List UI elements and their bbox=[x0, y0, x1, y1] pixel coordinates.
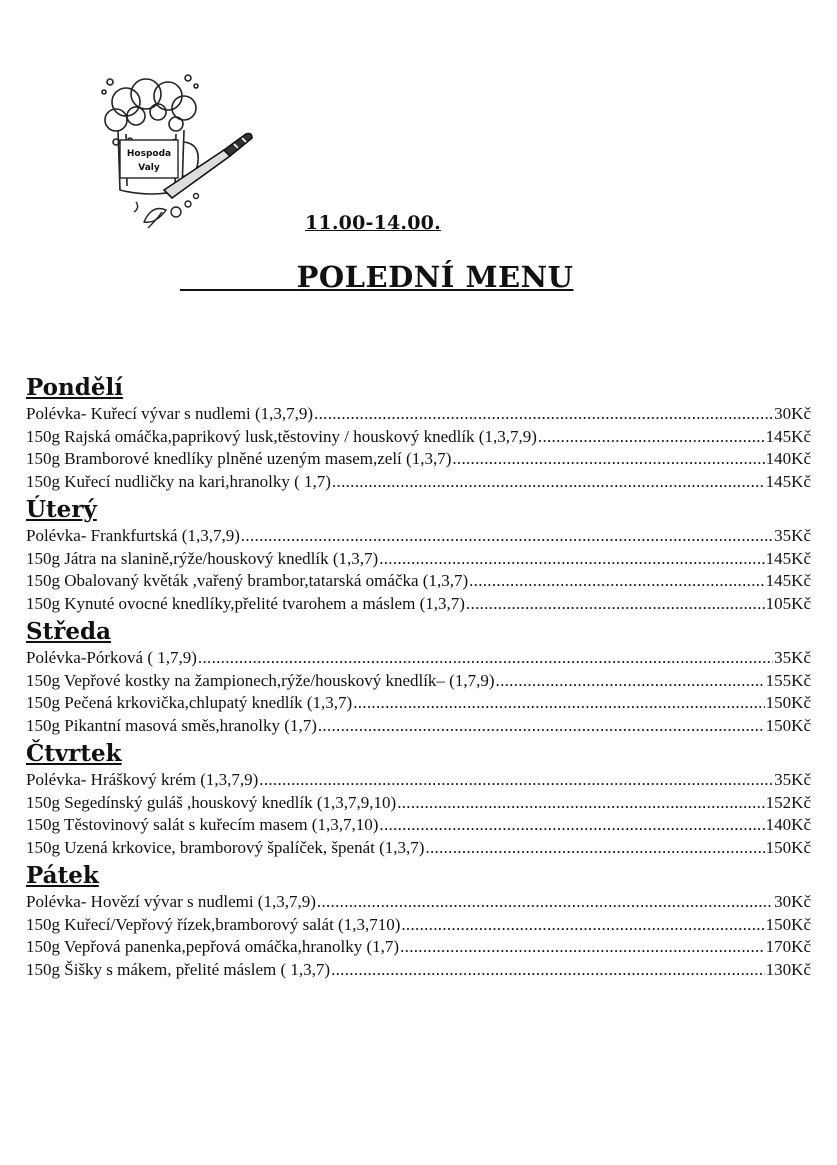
menu-item-price: 150Kč bbox=[765, 914, 811, 934]
menu-item-price: 145Kč bbox=[765, 548, 811, 568]
menu-item bbox=[26, 769, 811, 792]
menu-item bbox=[26, 715, 811, 738]
day-thursday bbox=[26, 738, 811, 859]
menu-item-name: 150g Těstovinový salát s kuřecím masem (1,3,7,10) bbox=[26, 815, 379, 834]
menu-item bbox=[26, 792, 811, 815]
dot-leader bbox=[397, 792, 764, 815]
menu-item-price: 150Kč bbox=[765, 693, 811, 712]
day-friday bbox=[26, 860, 811, 981]
menu-item-price: 105Kč bbox=[765, 593, 811, 613]
menu-item-name: 150g Uzená krkovice, bramborový špalíček, špenát (1,3,7) bbox=[26, 837, 425, 857]
page-title-text: POLEDNÍ MENU bbox=[296, 260, 574, 294]
menu-item-name: Polévka-Pórková ( 1,7,9) bbox=[26, 648, 197, 667]
menu-item-price: 145Kč bbox=[765, 471, 811, 491]
day-heading: Pátek bbox=[26, 862, 99, 889]
menu-item bbox=[26, 936, 811, 959]
menu-item-price: 35Kč bbox=[774, 648, 811, 667]
menu-item bbox=[26, 891, 811, 914]
menu-item bbox=[26, 593, 811, 616]
dot-leader bbox=[469, 570, 765, 593]
day-wednesday bbox=[26, 616, 811, 737]
menu-item bbox=[26, 471, 811, 494]
day-heading: Úterý bbox=[26, 496, 97, 523]
menu-item-name: 150g Vepřové kostky na žampionech,rýže/houskový knedlík– (1,7,9) bbox=[26, 670, 495, 690]
dot-leader bbox=[332, 471, 765, 494]
dot-leader bbox=[466, 593, 765, 616]
menu-item bbox=[26, 647, 811, 670]
menu-item-name: Polévka- Hovězí vývar s nudlemi (1,3,7,9) bbox=[26, 892, 316, 911]
menu-item-name: 150g Bramborové knedlíky plněné uzeným masem,zelí (1,3,7) bbox=[26, 449, 452, 468]
menu-item bbox=[26, 403, 811, 426]
menu-item bbox=[26, 426, 811, 449]
dot-leader bbox=[401, 914, 764, 937]
dot-leader bbox=[259, 769, 773, 792]
menu-item-name: 150g Segedínský guláš ,houskový knedlík (1,3,7,9,10) bbox=[26, 792, 397, 812]
dot-leader bbox=[317, 891, 773, 914]
menu-item-price: 145Kč bbox=[765, 571, 811, 590]
menu-item-price: 140Kč bbox=[765, 815, 811, 834]
menu-item-name: 150g Játra na slanině,rýže/houskový knedlík (1,3,7) bbox=[26, 548, 379, 568]
menu-item bbox=[26, 837, 811, 860]
menu-item-price: 150Kč bbox=[765, 837, 811, 857]
menu-item-price: 170Kč bbox=[765, 937, 811, 956]
menu-item-price: 140Kč bbox=[765, 449, 811, 468]
menu-item-price: 155Kč bbox=[765, 670, 811, 690]
menu-item-price: 35Kč bbox=[774, 770, 811, 789]
menu-item bbox=[26, 814, 811, 837]
menu-item-name: 150g Obalovaný květák ,vařený brambor,tatarská omáčka (1,3,7) bbox=[26, 571, 469, 590]
menu-item-name: Polévka- Frankfurtská (1,3,7,9) bbox=[26, 526, 240, 545]
menu-item bbox=[26, 670, 811, 693]
dot-leader bbox=[331, 959, 765, 982]
menu-item-price: 145Kč bbox=[765, 426, 811, 446]
day-tuesday bbox=[26, 494, 811, 615]
menu-item bbox=[26, 570, 811, 593]
menu-item-name: 150g Kynuté ovocné knedlíky,přelité tvarohem a máslem (1,3,7) bbox=[26, 593, 465, 613]
opening-hours: 11.00-14.00. bbox=[305, 212, 441, 234]
dot-leader bbox=[318, 715, 765, 738]
dot-leader bbox=[496, 670, 765, 693]
dot-leader bbox=[400, 936, 765, 959]
menu-item-name: Polévka- Hráškový krém (1,3,7,9) bbox=[26, 770, 259, 789]
menu-item bbox=[26, 448, 811, 471]
dot-leader bbox=[314, 403, 773, 426]
logo-text-line1: Hospoda bbox=[126, 149, 172, 159]
page-title bbox=[180, 260, 573, 294]
dot-leader bbox=[425, 837, 764, 860]
menu-item bbox=[26, 525, 811, 548]
weekly-menu bbox=[26, 372, 811, 982]
menu-item-price: 150Kč bbox=[765, 715, 811, 735]
menu-item-name: 150g Kuřecí/Vepřový řízek,bramborový salát (1,3,710) bbox=[26, 914, 401, 934]
menu-item-name: 150g Pikantní masová směs,hranolky (1,7) bbox=[26, 715, 317, 735]
dot-leader bbox=[452, 448, 764, 471]
dot-leader bbox=[353, 692, 764, 715]
chef-hat-beer-knife-logo-icon bbox=[96, 72, 256, 237]
day-heading: Pondělí bbox=[26, 374, 123, 401]
menu-item bbox=[26, 548, 811, 571]
menu-item-price: 30Kč bbox=[774, 404, 811, 423]
menu-item-name: 150g Pečená krkovička,chlupatý knedlík (1,3,7) bbox=[26, 693, 353, 712]
menu-item-name: 150g Rajská omáčka,paprikový lusk,těstoviny / houskový knedlík (1,3,7,9) bbox=[26, 426, 537, 446]
day-monday bbox=[26, 372, 811, 493]
menu-item bbox=[26, 959, 811, 982]
dot-leader bbox=[538, 426, 765, 449]
menu-item-price: 152Kč bbox=[765, 792, 811, 812]
menu-item-name: 150g Šišky s mákem, přelité máslem ( 1,3,7) bbox=[26, 959, 331, 979]
menu-item-price: 35Kč bbox=[774, 526, 811, 545]
menu-item-name: 150g Kuřecí nudličky na kari,hranolky ( 1,7) bbox=[26, 471, 331, 491]
dot-leader bbox=[379, 814, 764, 837]
menu-item-price: 130Kč bbox=[765, 959, 811, 979]
menu-item-name: Polévka- Kuřecí vývar s nudlemi (1,3,7,9) bbox=[26, 404, 314, 423]
menu-item-name: 150g Vepřová panenka,pepřová omáčka,hranolky (1,7) bbox=[26, 937, 400, 956]
menu-item bbox=[26, 914, 811, 937]
restaurant-logo bbox=[96, 72, 256, 237]
dot-leader bbox=[198, 647, 773, 670]
day-heading: Čtvrtek bbox=[26, 740, 122, 767]
dot-leader bbox=[379, 548, 764, 571]
dot-leader bbox=[241, 525, 773, 548]
menu-item-price: 30Kč bbox=[774, 892, 811, 911]
menu-item bbox=[26, 692, 811, 715]
day-heading: Středa bbox=[26, 618, 111, 645]
logo-text-line2: Valy bbox=[138, 163, 160, 173]
